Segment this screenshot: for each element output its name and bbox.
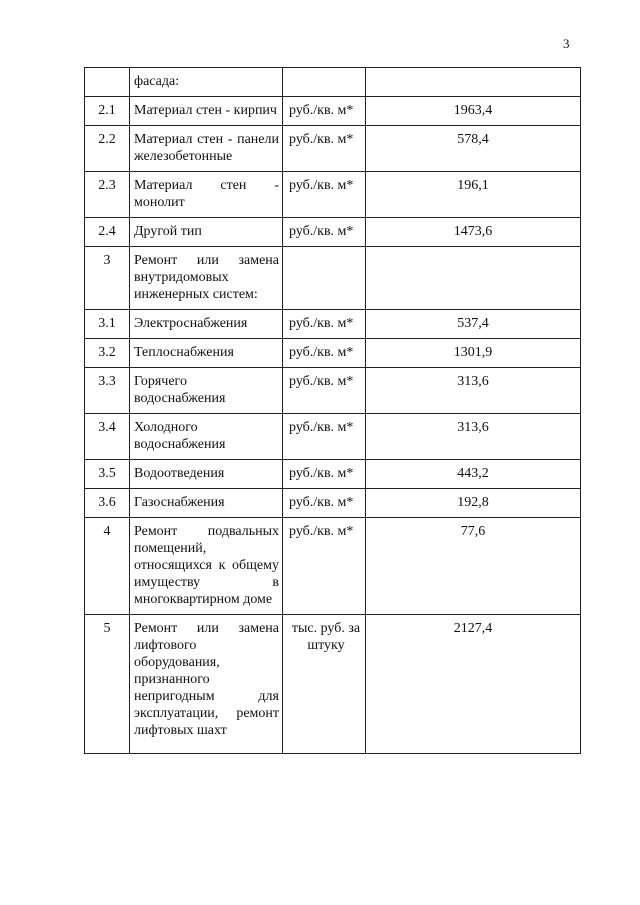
- row-unit: руб./кв. м*: [283, 339, 366, 368]
- row-unit: руб./кв. м*: [283, 97, 366, 126]
- row-value: 443,2: [366, 460, 581, 489]
- row-unit: руб./кв. м*: [283, 489, 366, 518]
- table-row: [85, 97, 581, 126]
- row-unit: руб./кв. м*: [283, 310, 366, 339]
- page-number: 3: [563, 36, 570, 51]
- row-value: 1963,4: [366, 97, 581, 126]
- table-row: [85, 310, 581, 339]
- row-name: Холодного водоснабжения: [130, 414, 283, 460]
- row-number: 3.6: [85, 489, 130, 518]
- row-name: Другой тип: [130, 218, 283, 247]
- table-row: [85, 368, 581, 414]
- row-number: 5: [85, 615, 130, 754]
- table-row: [85, 247, 581, 310]
- row-value: 77,6: [366, 518, 581, 615]
- table-row: [85, 489, 581, 518]
- row-number: 2.4: [85, 218, 130, 247]
- row-name: Ремонт или замена внутридомовых инженерных систем:: [130, 247, 283, 310]
- table-row: [85, 339, 581, 368]
- row-name: Водоотведения: [130, 460, 283, 489]
- row-value: 313,6: [366, 368, 581, 414]
- row-unit: [283, 68, 366, 97]
- row-number: 3: [85, 247, 130, 310]
- row-value: 1301,9: [366, 339, 581, 368]
- row-value: [366, 247, 581, 310]
- row-unit: руб./кв. м*: [283, 414, 366, 460]
- row-unit: руб./кв. м*: [283, 218, 366, 247]
- row-number: 3.5: [85, 460, 130, 489]
- row-value: 196,1: [366, 172, 581, 218]
- table-row: [85, 414, 581, 460]
- row-value: 537,4: [366, 310, 581, 339]
- row-value: [366, 68, 581, 97]
- row-name: Ремонт или замена лифтового оборудования, признанного непригодным для эксплуатации, ремонт лифтовых шахт: [130, 615, 283, 754]
- row-unit: руб./кв. м*: [283, 368, 366, 414]
- row-name: Материал стен - панели железобетонные: [130, 126, 283, 172]
- row-number: 3.2: [85, 339, 130, 368]
- row-value: 1473,6: [366, 218, 581, 247]
- row-name: Горячего водоснабжения: [130, 368, 283, 414]
- row-number: 2.1: [85, 97, 130, 126]
- row-name: Ремонт подвальных помещений, относящихся к общему имуществу в многоквартирном доме: [130, 518, 283, 615]
- table-row: [85, 518, 581, 615]
- row-unit: руб./кв. м*: [283, 172, 366, 218]
- table-row: [85, 172, 581, 218]
- rates-table: [84, 67, 581, 754]
- table-row: [85, 460, 581, 489]
- row-value: 578,4: [366, 126, 581, 172]
- row-value: 192,8: [366, 489, 581, 518]
- table-row: [85, 218, 581, 247]
- table-row: [85, 615, 581, 754]
- row-number: 3.1: [85, 310, 130, 339]
- row-number: 3.3: [85, 368, 130, 414]
- table-row: [85, 126, 581, 172]
- row-value: 2127,4: [366, 615, 581, 754]
- row-number: 2.3: [85, 172, 130, 218]
- row-number: 2.2: [85, 126, 130, 172]
- row-name: Материал стен - монолит: [130, 172, 283, 218]
- row-unit: руб./кв. м*: [283, 460, 366, 489]
- row-unit: руб./кв. м*: [283, 518, 366, 615]
- row-name: Материал стен - кирпич: [130, 97, 283, 126]
- row-value: 313,6: [366, 414, 581, 460]
- row-number: [85, 68, 130, 97]
- table-row: [85, 68, 581, 97]
- row-unit: [283, 247, 366, 310]
- row-name: Электроснабжения: [130, 310, 283, 339]
- row-name: Газоснабжения: [130, 489, 283, 518]
- row-number: 4: [85, 518, 130, 615]
- row-number: 3.4: [85, 414, 130, 460]
- row-name: Теплоснабжения: [130, 339, 283, 368]
- row-name: фасада:: [130, 68, 283, 97]
- row-unit: тыс. руб. за штуку: [283, 615, 366, 754]
- row-unit: руб./кв. м*: [283, 126, 366, 172]
